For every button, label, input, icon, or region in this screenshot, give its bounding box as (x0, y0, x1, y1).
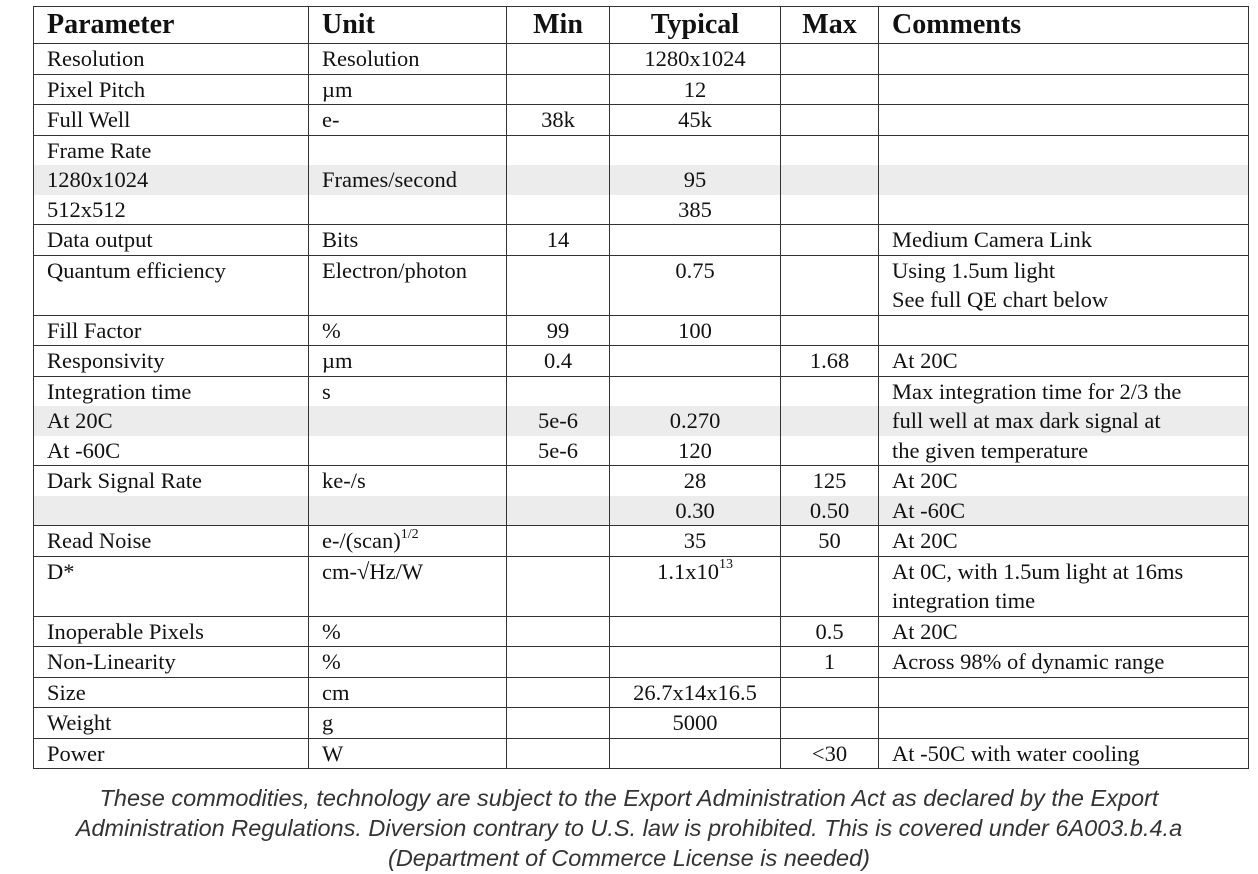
cell-max: 0.5 (781, 616, 879, 647)
param-sub-line: 1280x1024 (34, 165, 308, 195)
cell-max (781, 677, 879, 708)
cell-unit: % (309, 616, 507, 647)
cell-param (34, 135, 309, 225)
comment-line: Max integration time for 2/3 the (892, 378, 1182, 404)
cell-max (781, 315, 879, 346)
cell-param: Pixel Pitch (34, 74, 309, 105)
cell-param: Weight (34, 708, 309, 739)
export-notice-line: (Department of Commerce License is needed) (388, 845, 870, 871)
cell-comment (879, 466, 1249, 526)
cell-typical: 1280x1024 (610, 44, 781, 75)
row-integration-time (34, 376, 1249, 466)
cell-comment (879, 135, 1249, 225)
typical-line: 0.270 (610, 406, 780, 436)
cell-typical (610, 346, 781, 377)
cell-typical (610, 135, 781, 225)
cell-min (507, 135, 610, 225)
cell-comment (879, 556, 1249, 616)
cell-min (507, 677, 610, 708)
typical-line: 0.30 (610, 496, 780, 526)
cell-max (781, 466, 879, 526)
row-read-noise (34, 526, 1249, 557)
row-size (34, 677, 1249, 708)
cell-unit (309, 466, 507, 526)
unit-superscript: 1/2 (400, 526, 419, 542)
param-line: Integration time (47, 378, 192, 404)
cell-unit (309, 135, 507, 225)
cell-max (781, 376, 879, 466)
param-sub-line: 512x512 (47, 196, 126, 222)
unit-base: e-/(scan) (322, 528, 401, 553)
cell-max (781, 44, 879, 75)
cell-min (507, 255, 610, 315)
row-inoperable-pixels (34, 616, 1249, 647)
cell-param: Size (34, 677, 309, 708)
cell-typical: 35 (610, 526, 781, 557)
comment-line: Using 1.5um light (892, 257, 1056, 283)
header-parameter: Parameter (34, 7, 309, 44)
cell-param (34, 376, 309, 466)
typical-line: 28 (683, 468, 707, 493)
cell-typical: 5000 (610, 708, 781, 739)
header-comments: Comments (879, 7, 1249, 44)
row-full-well (34, 105, 1249, 136)
cell-param: Responsivity (34, 346, 309, 377)
typical-superscript: 13 (718, 557, 733, 572)
cell-comment (879, 677, 1249, 708)
cell-max (781, 105, 879, 136)
cell-typical: 0.75 (610, 255, 781, 315)
cell-max (781, 255, 879, 315)
param-sub-line: At -60C (47, 437, 121, 463)
cell-param: Non-Linearity (34, 647, 309, 678)
unit-line: ke-/s (322, 468, 366, 493)
max-line: 0.50 (781, 496, 878, 526)
cell-min (507, 738, 610, 769)
comment-line: At 0C, with 1.5um light at 16ms (892, 558, 1184, 584)
cell-comment (879, 708, 1249, 739)
cell-min: 14 (507, 225, 610, 256)
cell-min: 0.4 (507, 346, 610, 377)
cell-param: Full Well (34, 105, 309, 136)
header-min: Min (507, 7, 610, 44)
cell-comment: Medium Camera Link (879, 225, 1249, 256)
export-notice-line: These commodities, technology are subject to the Export Administration Act as declared by the Export (99, 785, 1159, 811)
row-dark-signal-rate (34, 466, 1249, 526)
cell-max: 1 (781, 647, 879, 678)
cell-unit: % (309, 315, 507, 346)
cell-max: 50 (781, 526, 879, 557)
row-quantum-efficiency (34, 255, 1249, 315)
cell-min (507, 647, 610, 678)
cell-min (507, 44, 610, 75)
header-typical: Typical (610, 7, 781, 44)
row-resolution (34, 44, 1249, 75)
cell-min (507, 556, 610, 616)
cell-comment (879, 105, 1249, 136)
comment-line: the given temperature (892, 437, 1089, 463)
typical-line: 385 (678, 196, 712, 222)
cell-min (507, 616, 610, 647)
cell-unit: Resolution (309, 44, 507, 75)
cell-typical (610, 556, 781, 616)
cell-min (507, 376, 610, 466)
header-max: Max (781, 7, 879, 44)
cell-param: Inoperable Pixels (34, 616, 309, 647)
cell-comment: At 20C (879, 526, 1249, 557)
cell-typical: 45k (610, 105, 781, 136)
cell-max: <30 (781, 738, 879, 769)
cell-comment: Across 98% of dynamic range (879, 647, 1249, 678)
row-responsivity (34, 346, 1249, 377)
typical-line: 120 (678, 437, 712, 463)
cell-max: 1.68 (781, 346, 879, 377)
typical-line: 95 (610, 165, 780, 195)
cell-max (781, 225, 879, 256)
cell-min (507, 708, 610, 739)
cell-unit (309, 526, 507, 557)
cell-typical (610, 738, 781, 769)
cell-typical (610, 647, 781, 678)
cell-typical: 26.7x14x16.5 (610, 677, 781, 708)
cell-unit (309, 376, 507, 466)
cell-comment: At -50C with water cooling (879, 738, 1249, 769)
cell-unit: g (309, 708, 507, 739)
comment-line: At 20C (892, 468, 958, 493)
comment-line: See full QE chart below (892, 287, 1109, 312)
comment-line: full well at max dark signal at (879, 406, 1248, 436)
cell-param: Fill Factor (34, 315, 309, 346)
row-frame-rate (34, 135, 1249, 225)
cell-comment: At 20C (879, 616, 1249, 647)
cell-min: 99 (507, 315, 610, 346)
cell-comment: At 20C (879, 346, 1249, 377)
cell-min: 38k (507, 105, 610, 136)
spec-table (33, 6, 1249, 769)
cell-min (507, 526, 610, 557)
param-line: Dark Signal Rate (47, 468, 202, 493)
header-unit: Unit (309, 7, 507, 44)
cell-max (781, 556, 879, 616)
cell-typical (610, 616, 781, 647)
cell-comment (879, 44, 1249, 75)
row-weight (34, 708, 1249, 739)
cell-param: Resolution (34, 44, 309, 75)
cell-typical (610, 225, 781, 256)
cell-unit: µm (309, 74, 507, 105)
cell-comment (879, 255, 1249, 315)
cell-min (507, 74, 610, 105)
row-pixel-pitch (34, 74, 1249, 105)
row-fill-factor (34, 315, 1249, 346)
param-line: Frame Rate (47, 137, 152, 163)
export-notice (0, 783, 1258, 873)
header-row (34, 7, 1249, 44)
typical-base: 1.1x10 (657, 558, 719, 584)
cell-max (781, 135, 879, 225)
cell-param: Read Noise (34, 526, 309, 557)
cell-param (34, 466, 309, 526)
cell-param: Power (34, 738, 309, 769)
cell-min (507, 466, 610, 526)
cell-unit: µm (309, 346, 507, 377)
max-line: 125 (812, 468, 847, 493)
min-line: 5e-6 (507, 406, 609, 436)
comment-line: integration time (892, 588, 1036, 613)
cell-param: Quantum efficiency (34, 255, 309, 315)
row-power (34, 738, 1249, 769)
cell-unit: % (309, 647, 507, 678)
row-d-star (34, 556, 1249, 616)
row-data-output (34, 225, 1249, 256)
cell-comment (879, 74, 1249, 105)
cell-unit: W (309, 738, 507, 769)
unit-line: s (322, 378, 331, 404)
cell-typical: 12 (610, 74, 781, 105)
cell-typical: 100 (610, 315, 781, 346)
export-notice-line: Administration Regulations. Diversion contrary to U.S. law is prohibited. This is covered under 6A003.b.4.a (75, 815, 1183, 841)
param-sub-line: At 20C (34, 406, 308, 436)
cell-unit: Bits (309, 225, 507, 256)
unit-line: Frames/second (309, 165, 506, 195)
cell-unit: cm (309, 677, 507, 708)
cell-param: D* (34, 556, 309, 616)
cell-typical (610, 466, 781, 526)
cell-param: Data output (34, 225, 309, 256)
cell-unit: Electron/photon (309, 255, 507, 315)
min-line: 5e-6 (538, 437, 578, 463)
cell-max (781, 74, 879, 105)
cell-comment (879, 376, 1249, 466)
row-non-linearity (34, 647, 1249, 678)
cell-typical (610, 376, 781, 466)
cell-unit: e- (309, 105, 507, 136)
cell-unit: cm-√Hz/W (309, 556, 507, 616)
cell-max (781, 708, 879, 739)
cell-comment (879, 315, 1249, 346)
comment-line: At -60C (879, 496, 1248, 526)
